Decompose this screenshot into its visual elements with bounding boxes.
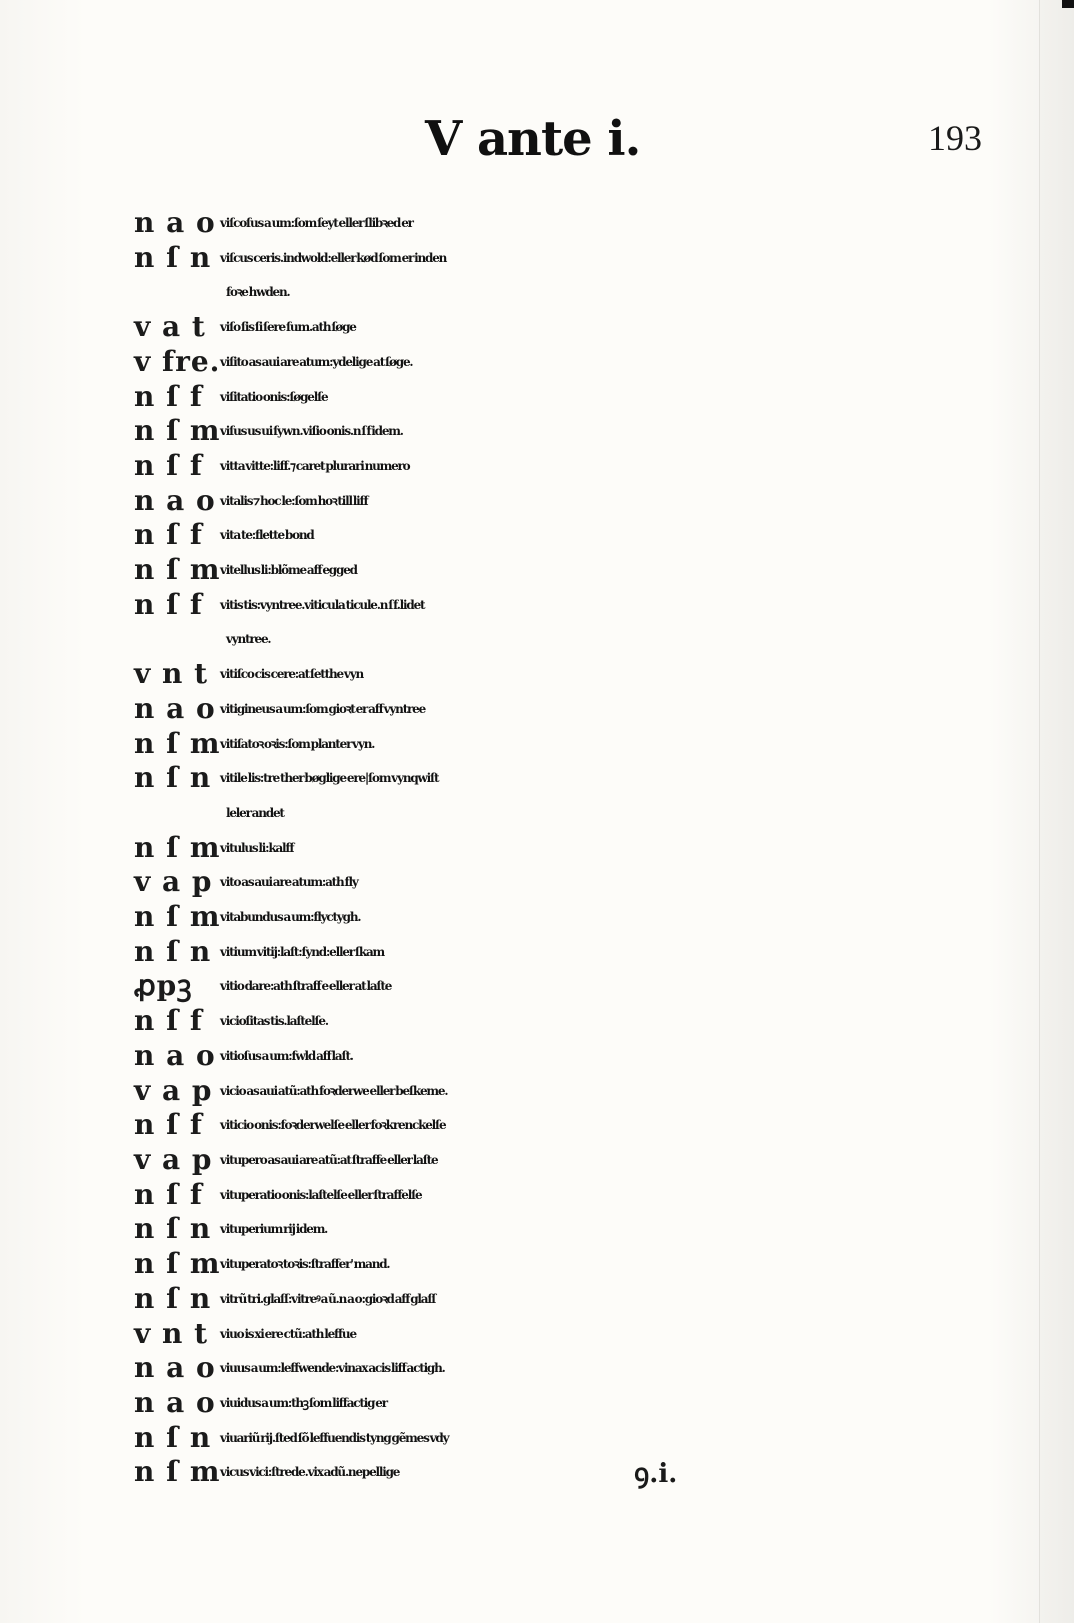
grammar-code: n ſ f — [134, 379, 203, 413]
dictionary-entry — [134, 414, 894, 449]
grammar-code: v a p — [134, 1142, 213, 1176]
dictionary-entry — [134, 1317, 894, 1352]
grammar-code: n ſ f — [134, 587, 203, 621]
dictionary-entry — [134, 553, 894, 588]
grammar-code: n ſ f — [134, 1004, 203, 1038]
grammar-code: n ſ f — [134, 518, 203, 552]
grammar-code: n a o — [134, 206, 216, 239]
grammar-code: n a o — [134, 1351, 216, 1385]
entry-text: vita te:flette bond — [220, 528, 314, 543]
grammar-code: n ſ f — [134, 448, 203, 482]
grammar-code: n ſ m — [134, 900, 221, 934]
dictionary-entries — [134, 206, 894, 1490]
grammar-code: n a o — [134, 691, 216, 725]
dictionary-entry — [134, 1247, 894, 1282]
dictionary-entry — [134, 345, 894, 380]
dictionary-entry — [134, 310, 894, 345]
entry-text: vitio dare:ath ſtraff e eller at laſte — [220, 979, 392, 994]
grammar-code: n ſ n — [134, 934, 212, 968]
grammar-code: v n t — [134, 1316, 209, 1350]
dictionary-entry — [134, 241, 894, 276]
entry-text: viuo is xi ere ctũ:ath leffue — [220, 1326, 356, 1341]
entry-text: vitiſatoꝛ oꝛis:ſom planter vyn. — [220, 736, 375, 751]
grammar-code: v a t — [134, 310, 206, 344]
entry-text: vicio as aui atũ:ath foꝛderwe eller beſkeme. — [220, 1083, 448, 1098]
dictionary-entry — [134, 1178, 894, 1213]
dictionary-entry — [134, 900, 894, 935]
dictionary-entry — [134, 206, 894, 241]
grammar-code: n a o — [134, 1385, 216, 1419]
entry-text: viſus us ui ſywn.viſio onis.n ſ f idem. — [220, 424, 403, 439]
entry-text: vitabundus a um:flyctygh. — [220, 910, 361, 925]
dictionary-entry — [134, 657, 894, 692]
grammar-code: n ſ f — [134, 1177, 203, 1211]
grammar-code: v fre. — [134, 344, 221, 378]
entry-continuation: vyntree. — [226, 632, 271, 647]
dictionary-entry — [134, 969, 894, 1004]
dictionary-entry — [134, 449, 894, 484]
entry-text: viuidus a um:thꝫ ſom liffactig er — [220, 1395, 387, 1410]
entry-text: viciοſitas tis.laſtelſe. — [220, 1014, 328, 1029]
entry-text: vito as aui are atum:ath fly — [220, 875, 358, 890]
entry-text: vituperium rij idem. — [220, 1222, 328, 1237]
dictionary-entry — [134, 518, 894, 553]
entry-continuation: leler andet — [226, 805, 284, 820]
dictionary-entry — [134, 1039, 894, 1074]
entry-text: vitupero as aui are atũ:at ſtraffe eller laſte — [220, 1152, 438, 1167]
signature-mark: ꝯ.i. — [634, 1459, 678, 1489]
dictionary-entry — [134, 1351, 894, 1386]
grammar-code: n ſ m — [134, 726, 221, 760]
grammar-code: n ſ n — [134, 1281, 212, 1315]
dictionary-entry — [134, 484, 894, 519]
entry-text: vitis tis:vyntree.viticula ticule.n ſ f.lidet — [220, 597, 425, 612]
grammar-code: n ſ m — [134, 1247, 221, 1281]
dictionary-entry — [134, 1108, 894, 1143]
grammar-code: v a p — [134, 1073, 213, 1107]
entry-text: vitioſus a um:fwld aff laſt. — [220, 1048, 353, 1063]
page-edge-shadow — [1039, 0, 1074, 1623]
entry-text: vitile lis:tre ther bøglige ere|ſom vynqwiſt — [220, 771, 439, 786]
entry-text: viuus a um:leffwende:vinax acis liff actigh. — [220, 1361, 445, 1376]
entry-text: viuariũ rij.ſted ſõ leffuendis tyng gẽmes vdy — [220, 1430, 449, 1445]
dictionary-entry — [134, 588, 894, 623]
page-number: 193 — [928, 118, 982, 158]
grammar-code: n ſ n — [134, 1420, 212, 1454]
dictionary-entry — [134, 1455, 894, 1490]
grammar-code: n ſ m — [134, 1455, 221, 1489]
entry-text: vitiſco cis cere:at ſetthe vyn — [220, 667, 363, 682]
dictionary-entry — [134, 692, 894, 727]
entry-text: vituperatio onis:laſtelſe eller ſtraffelſe — [220, 1187, 422, 1202]
dictionary-entry — [134, 1282, 894, 1317]
dictionary-entry — [134, 380, 894, 415]
grammar-code: n ſ n — [134, 761, 212, 795]
grammar-code: v n t — [134, 657, 209, 691]
dictionary-entry — [134, 831, 894, 866]
entry-text: viſcus ceris.indwold:eller kød ſom er inden — [220, 250, 447, 265]
grammar-code: n ſ m — [134, 553, 221, 587]
entry-text: vitigineus a um:ſom gioꝛt er aff vyntree — [220, 701, 426, 716]
grammar-code: n ſ n — [134, 240, 212, 274]
dictionary-entry — [134, 1212, 894, 1247]
entry-text: vitellus li:blõme aff egged — [220, 563, 357, 578]
grammar-code: n ſ m — [134, 414, 221, 448]
entry-text: viſito as aui are atum:ydelige at ſøge. — [220, 354, 413, 369]
running-head: V ante i. — [425, 111, 641, 167]
grammar-code: n ſ n — [134, 1212, 212, 1246]
entry-text: vitium vitij:laſt:ſynd:eller ſkam — [220, 944, 385, 959]
grammar-code: n a o — [134, 1038, 216, 1072]
dictionary-entry — [134, 761, 894, 796]
dictionary-entry — [134, 865, 894, 900]
entry-continuation: foꝛe hwden. — [226, 285, 290, 300]
entry-text: viſo ſis ſi ſere ſum.ath ſøge — [220, 320, 356, 335]
entry-text: vicus vici:ſtrede.vix adũ.nepellige — [220, 1465, 400, 1480]
entry-text: viſcoſus a um:ſom ſeyt eller ſlibꝛed er — [220, 216, 413, 230]
entry-text: viſitatio onis:ſøgelſe — [220, 389, 328, 404]
corner-mark — [1062, 0, 1074, 8]
grammar-code: ꝓpꝫ — [134, 969, 193, 1003]
grammar-code: n ſ f — [134, 1108, 203, 1142]
entry-text: vitrũ tri.glaſſ:vitreꝰ a ũ.n a o:gioꝛd aff glaſſ — [220, 1291, 436, 1306]
entry-text: vitulus li:kalff — [220, 840, 294, 855]
grammar-code: n a o — [134, 483, 216, 517]
grammar-code: n ſ m — [134, 830, 221, 864]
entry-text: vituperatoꝛ toꝛis:ſtraffer' mand. — [220, 1257, 390, 1272]
dictionary-entry — [134, 727, 894, 762]
entry-text: vitta vitte:liff.⁊ caret plurari numero — [220, 458, 410, 473]
dictionary-entry — [134, 1421, 894, 1456]
dictionary-entry — [134, 1004, 894, 1039]
dictionary-entry — [134, 1074, 894, 1109]
entry-text: viticio onis:foꝛderwelſe eller foꝛkrenckelſe — [220, 1118, 446, 1133]
entry-text: vitalis ⁊ hoc le:ſom hoꝛ till liff — [220, 493, 368, 508]
dictionary-entry — [134, 1143, 894, 1178]
dictionary-entry — [134, 935, 894, 970]
grammar-code: v a p — [134, 865, 213, 899]
dictionary-entry — [134, 1386, 894, 1421]
